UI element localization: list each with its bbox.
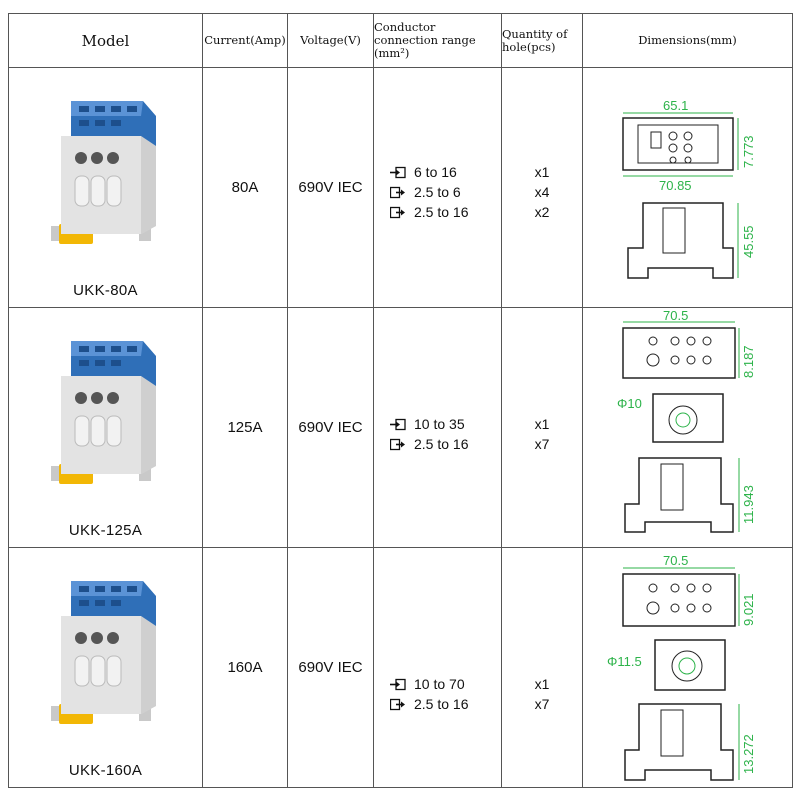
dim-height-side: 45.55 — [741, 225, 756, 258]
quantity-value: x2 — [534, 204, 550, 220]
dim-width-bottom: 70.85 — [659, 178, 692, 193]
dim-width-top: 70.5 — [663, 308, 689, 323]
model-name: UKK-125A — [68, 522, 143, 539]
conductor-cell — [374, 548, 502, 788]
header-quantity: Quantity of hole(pcs) — [502, 14, 583, 68]
quantity-cell — [502, 308, 583, 548]
quantity-value: x1 — [534, 416, 550, 432]
conductor-line — [390, 434, 469, 454]
dim-height-side: 11.943 — [741, 485, 756, 524]
product-image — [31, 316, 181, 491]
conductor-line — [390, 162, 457, 182]
header-model: Model — [9, 14, 203, 68]
dimension-drawing — [583, 548, 793, 788]
dimensions-cell — [583, 548, 793, 788]
header-voltage: Voltage(V) — [288, 14, 374, 68]
header-dimensions: Dimensions(mm) — [583, 14, 793, 68]
dimension-drawing — [583, 308, 793, 548]
dim-hole-diameter: Φ10 — [617, 396, 642, 411]
quantity-value: x7 — [534, 696, 550, 712]
product-image — [31, 556, 181, 731]
conductor-range: 6 to 16 — [414, 164, 457, 180]
conductor-range: 10 to 70 — [414, 676, 465, 692]
model-cell — [9, 548, 203, 788]
quantity-value: x4 — [534, 184, 550, 200]
input-arrow-icon — [390, 418, 406, 431]
input-arrow-icon — [390, 678, 406, 691]
dimensions-cell — [583, 308, 793, 548]
input-arrow-icon — [390, 166, 406, 179]
conductor-line — [390, 674, 465, 694]
header-conductor-range: Conductor connection range (mm²) — [374, 14, 502, 68]
table-row — [9, 68, 793, 308]
model-name: UKK-80A — [73, 282, 138, 299]
conductor-range: 2.5 to 16 — [414, 436, 469, 452]
output-arrow-icon — [390, 698, 406, 711]
header-row — [9, 14, 793, 68]
conductor-line — [390, 414, 465, 434]
conductor-range: 2.5 to 6 — [414, 184, 461, 200]
conductor-line — [390, 694, 469, 714]
dimensions-cell — [583, 68, 793, 308]
current-cell: 80A — [203, 68, 288, 308]
conductor-range: 2.5 to 16 — [414, 696, 469, 712]
output-arrow-icon — [390, 206, 406, 219]
quantity-value: x1 — [534, 164, 550, 180]
table-row — [9, 548, 793, 788]
dim-depth-side: 9.021 — [741, 593, 756, 626]
conductor-cell — [374, 308, 502, 548]
output-arrow-icon — [390, 438, 406, 451]
conductor-cell — [374, 68, 502, 308]
product-image — [31, 76, 181, 251]
table-row — [9, 308, 793, 548]
conductor-range: 2.5 to 16 — [414, 204, 469, 220]
output-arrow-icon — [390, 186, 406, 199]
quantity-cell — [502, 68, 583, 308]
dim-width-top: 65.1 — [663, 98, 689, 113]
quantity-value: x7 — [534, 436, 550, 452]
dimension-drawing — [583, 68, 793, 308]
model-cell — [9, 68, 203, 308]
header-current: Current(Amp) — [203, 14, 288, 68]
voltage-cell: 690V IEC — [288, 308, 374, 548]
dim-height-side: 13.272 — [741, 734, 756, 774]
model-name: UKK-160A — [68, 762, 143, 779]
quantity-cell — [502, 548, 583, 788]
conductor-line — [390, 182, 461, 202]
conductor-range: 10 to 35 — [414, 416, 465, 432]
quantity-value: x1 — [534, 676, 550, 692]
dim-depth-side: 7.773 — [741, 135, 756, 168]
current-cell: 160A — [203, 548, 288, 788]
dim-width-top: 70.5 — [663, 553, 689, 568]
voltage-cell: 690V IEC — [288, 548, 374, 788]
dim-hole-diameter: Φ11.5 — [607, 654, 642, 669]
conductor-line — [390, 202, 469, 222]
current-cell: 125A — [203, 308, 288, 548]
model-cell — [9, 308, 203, 548]
voltage-cell: 690V IEC — [288, 68, 374, 308]
dim-depth-side: 8.187 — [741, 345, 756, 378]
spec-table — [8, 13, 793, 788]
